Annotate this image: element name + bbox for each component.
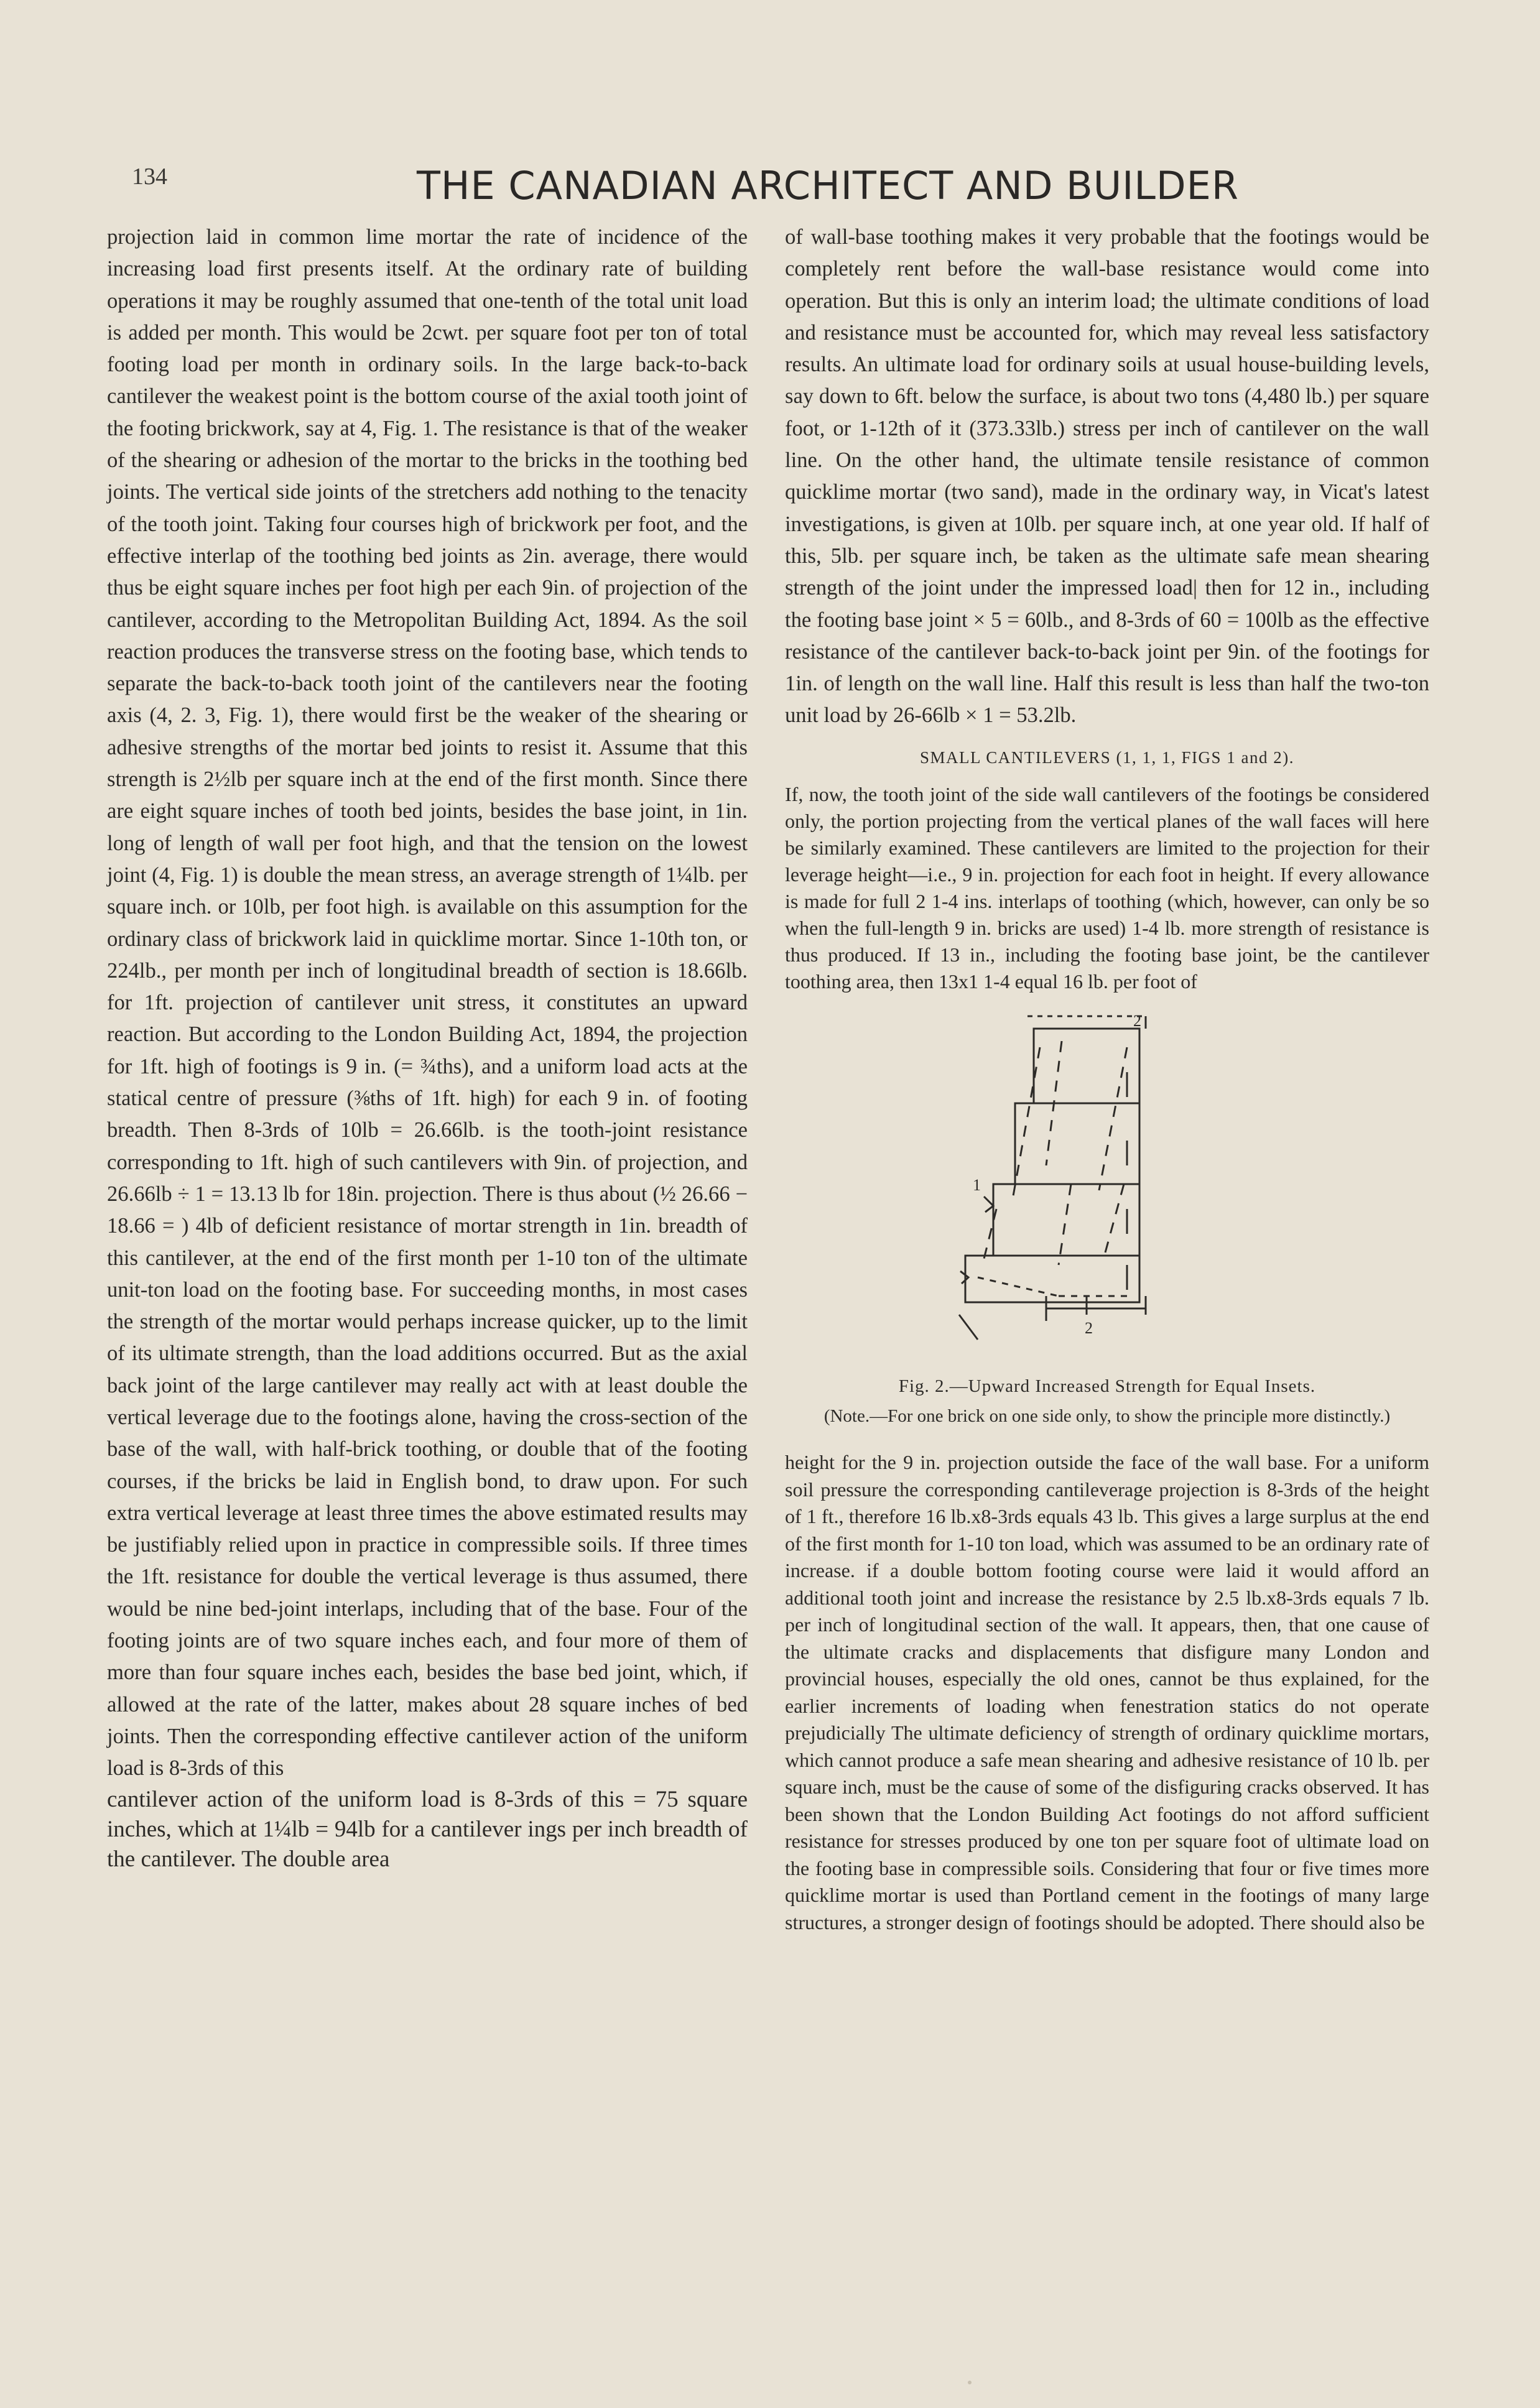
footing-diagram	[947, 1004, 1258, 1352]
figure-label-2-top: 2	[1133, 1012, 1141, 1030]
page-mark	[968, 2381, 972, 2384]
figure-2	[785, 1004, 1429, 1372]
masthead-title: THE CANADIAN ARCHITECT AND BUILDER	[417, 163, 1239, 208]
figure-label-2-bottom: 2	[1085, 1319, 1093, 1338]
right-paragraph-2: If, now, the tooth joint of the side wall cantilevers of the footings be considered only, the portion projecting from the vertical planes of the wall faces will here be similarly examined. These cantilevers are limited to the projection for their leverage height—i.e., 9 in. projection for each foot in height. If every allowance is made for full 2 1-4 ins. interlaps of toothing (which, however, can only be so when the full-length 9 in. bricks are used) 1-4 lb. more strength of resistance is thus produced. If 13 in., including the footing base joint, be the cantilever toothing area, then 13x1 1-4 equal 16 lb. per foot of	[785, 783, 1429, 993]
figure-label-1-left: 1	[973, 1176, 981, 1195]
right-paragraph-1: of wall-base toothing makes it very probable that the footings would be completely rent before the wall-base resistance would come into operation. But this is only an interim load; the ultimate conditions of load and resistance must be accounted for, which may reveal less satisfactory results. An ultimate load for ordinary soils at usual house-building levels, say down to 6ft. below the surface, is about two tons (4,480 lb.) per square foot, or 1-12th of it (373.33lb.) stress per inch of cantilever on the wall line. On the other hand, the ultimate tensile resistance of common quicklime mortar (two sand), made in the ordinary way, in Vicat's latest investigations, is given at 10lb. per square inch, at one year old. If half of this, 5lb. per square inch, be taken as the ultimate safe mean shearing strength of the joint under the impressed load| then for 12 in., including the footing base joint × 5 = 60lb., and 8-3rds of 60 = 100lb as the effective resistance of the cantilever back-to-back joint per 9in. of the footings for 1in. of length on the wall line. Half this result is less than half the two-ton unit load by 26-66lb × 1 = 53.2lb.	[785, 225, 1429, 728]
figure-caption	[785, 1374, 1429, 1428]
right-paragraph-3: height for the 9 in. projection outside the face of the wall base. For a uniform soil pressure the corresponding cantileverage projection is 8-3rds of the height of 1 ft., therefore 16 lb.x8-3rds equals 43 lb. This gives a large surplus at the end of the first month for 1-10 ton load, which was assumed to be an ordinary rate of increase. if a double bottom footing course were laid it would afford an additional tooth joint and increase the resistance by 2.5 lb.x8-3rds equals 7 lb. per inch of longitudinal section of the wall. It appears, then, that one cause of the ultimate cracks and displacements that disfigure many London and provincial houses, especially the old ones, cannot be thus explained, for the earlier increments of loading when fenestration statics do not operate prejudicially The ultimate deficiency of strength of ordinary quicklime mortars, which cannot produce a safe mean shearing and adhesive resistance of 10 lb. per square inch, must be the cause of some of the disfiguring cracks observed. It has been shown that the London Building Act footings do not afford sufficient resistance for stresses produced by one ton per square foot of ultimate load on the footing base in compressible soils. Considering that four or five times more quicklime mortar is used than Portland cement in the footings of many large structures, a stronger design of footings should be adopted. There should also be	[785, 1451, 1429, 1933]
figure-caption-title: Fig. 2.—Upward Increased Strength for Equal Insets.	[898, 1376, 1316, 1397]
section-subheading: SMALL CANTILEVERS (1, 1, 1, FIGS 1 and 2).	[920, 748, 1294, 767]
left-paragraph-1: projection laid in common lime mortar the rate of incidence of the increasing load first presents itself. At the ordinary rate of building operations it may be roughly assumed that one-tenth of the total unit load is added per month. This would be 2cwt. per square foot per ton of total footing load per month in ordinary soils. In the large back-to-back cantilever the weakest point is the bottom course of the axial tooth joint of the footing brickwork, say at 4, Fig. 1. The resistance is that of the weaker of the shearing or adhesion of the mortar to the bricks in the toothing bed joints. The vertical side joints of the stretchers add nothing to the tenacity of the tooth joint. Taking four courses high of brickwork per foot, and the effective interlap of the toothing bed joints as 2in. average, there would thus be eight square inches per foot high per each 9in. of projection of the cantilever, according to the Metropolitan Building Act, 1894. As the soil reaction produces the transverse stress on the footing base, which tends to separate the back-to-back tooth joint of the cantilevers near the footing axis (4, 2. 3, Fig. 1), there would first be the weaker of the shearing or adhesive strengths of the mortar bed joints to resist it. Assume that this strength is 2½lb per square inch at the end of the first month. Since there are eight square inches of tooth bed joints, besides the base joint, in 1in. long of length of wall per foot high, and that the tension on the lowest joint (4, Fig. 1) is double the mean stress, an average strength of 1¼lb. per square inch. or 10lb, per foot high. is available on this assumption for the ordinary class of brickwork laid in quicklime mortar. Since 1-10th ton, or 224lb., per month per inch of longitudinal breadth of section is 18.66lb. for 1ft. projection of cantilever unit stress, it constitutes an upward reaction. But according to the London Building Act, 1894, the projection for 1ft. high of footings is 9 in. (= ¾ths), and a uniform load acts at the statical centre of pressure (⅜ths of 1ft. high) for each 9 in. of footing breadth. Then 8-3rds of 10lb = 26.66lb. is the tooth-joint resistance corresponding to 1ft. high of such cantilevers with 9in. of projection, and 26.66lb ÷ 1 = 13.13 lb for 18in. projection. There is thus about (½ 26.66 − 18.66 = ) 4lb of deficient resistance of mortar strength in 1in. breadth of this cantilever, at the end of the first month per 1-10 ton of the ultimate unit-ton load on the footing base. For succeeding months, in most cases the strength of the mortar would perhaps increase quicker, up to the limit of its ultimate strength, than the load additions occurred. But as the axial back joint of the large cantilever may really act with at least double the vertical leverage due to the footings alone, having the cross-section of the base of the wall, with half-brick toothing, or double that of the footing courses, if the bricks be laid in English bond, to draw upon. For such extra vertical leverage at least three times the above estimated results may be justifiably relied upon in practice in compressible soils. If three times the 1ft. resistance for double the vertical leverage is thus assumed, there would be nine bed-joint interlaps, including that of the base. Four of the footing joints are of two square inches each, and four more of them of more than four square inches each, besides the base bed joint, which, if allowed at the rate of the latter, makes about 28 square inches of bed joints. Then the corresponding effective cantilever action of the uniform load is 8-3rds of this	[107, 225, 748, 1781]
right-column	[785, 221, 1429, 1936]
left-paragraph-2: cantilever action of the uniform load is 8-3rds of this = 75 square inches, which at 1¼lb = 94lb for a cantilever ings per inch breadth of the cantilever. The double area	[107, 1786, 748, 1872]
page-number: 134	[132, 164, 167, 190]
figure-caption-note: (Note.—For one brick on one side only, to show the principle more distinctly.)	[823, 1406, 1391, 1427]
left-column	[107, 221, 748, 1874]
